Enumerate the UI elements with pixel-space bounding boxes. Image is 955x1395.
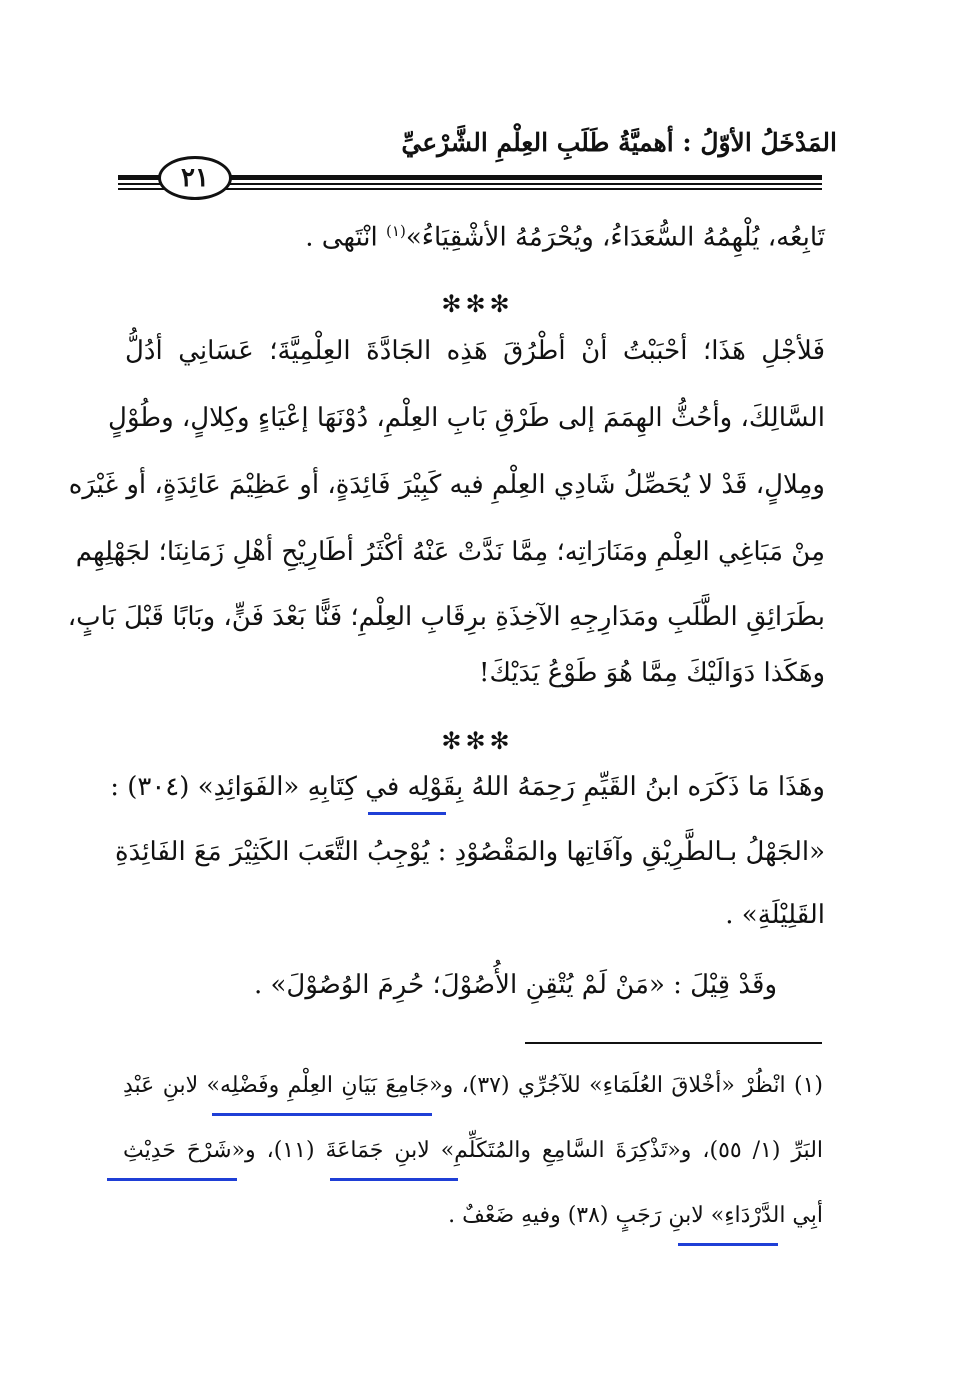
body-line-1 bbox=[125, 222, 825, 253]
running-header-title: المَدْخَلُ الأوّلُ : أهميَّةُ طَلَبِ العِلْمِ الشَّرْعيِّ bbox=[401, 128, 837, 157]
body-line-1-text: تَابِعُه، يُلْهِمُهُ السُّعَدَاءُ، ويُحْرَمُهُ الأشْقِيَاءُ» bbox=[405, 222, 825, 253]
paragraph-1-line-6: وهَكَذا دَوَالَيْكَ مِمَّا هُوَ طَوْعُ يَدَيْكَ! bbox=[479, 658, 825, 688]
paragraph-1-line-4: مِنْ مَبَاغِي العِلْمِ ومَنَارَاتِه؛ مِمَّا نَدَّتْ عَنْهُ أكْثَرُ أطَارِيْحِ أهْلِ زَمَانِنَا؛ لجَهْلِهِم bbox=[75, 537, 825, 567]
annotation-underline-footnote-3 bbox=[678, 1243, 778, 1246]
paragraph-2-line-2: «الجَهْلُ بـالطَّرِيْقِ وآفَاتِها والمَقْصُوْدِ : يُوْجِبُ التَّعَبَ الكَثِيْرَ مَعَ الفَائِدَةِ bbox=[114, 837, 825, 867]
annotation-underline-footnote-1 bbox=[212, 1113, 432, 1116]
paragraph-2-line-1: وهَذَا مَا ذَكَرَه ابنُ القَيِّمِ رَحِمَهُ اللهُ بِقَوْلِه في كِتَابِهِ «الفَوَائِدِ» (٣٠٤) : bbox=[110, 772, 825, 802]
paragraph-2-line-3: القَلِيْلَةِ» . bbox=[725, 900, 825, 930]
footnote-line-2: البَرِّ (١/ ٥٥)، و«تَذْكِرَةَ السَّامِعِ والمُتَكَلِّمِ» لابنِ جَمَاعَةَ (١١)، و«شَرْحَ حَدِيْثِ bbox=[123, 1138, 824, 1163]
footnote-marker: (١) bbox=[386, 222, 406, 240]
footnote-line-3: أبِي الدَّرْدَاءِ» لابنِ رَجَبٍ (٣٨) وفيهِ ضَعْفٌ . bbox=[448, 1203, 823, 1228]
section-separator-stars: ✻✻✻ bbox=[441, 290, 514, 318]
page-number-badge bbox=[158, 156, 232, 200]
footnote-line-1: (١) انْظُرْ «أخْلاقَ العُلَمَاءِ» للآجُرِّي (٣٧)، و«جَامِعَ بَيَانِ العِلْمِ وفَضْلِه» لابنِ عَبْدِ bbox=[123, 1073, 823, 1098]
footnote-separator bbox=[525, 1042, 822, 1044]
section-separator-stars-2: ✻✻✻ bbox=[441, 727, 514, 755]
paragraph-1-line-2: السَّالِكَ، وأحُثُّ الهِمَمَ إلى طَرْقِ بَابِ العِلْمِ، دُوْنَهَا إعْيَاءٍ وكِلالٍ، وطُوْلٍ bbox=[108, 403, 825, 433]
saying-quote-line: وقَدْ قِيْلَ : «مَنْ لَمْ يُتْقِنِ الأُصُوْلَ؛ حُرِمَ الوُصُوْلَ» . bbox=[254, 970, 777, 1000]
annotation-underline-footnote-2a bbox=[107, 1178, 237, 1181]
annotation-underline-footnote-2b bbox=[330, 1178, 458, 1181]
paragraph-1-line-1: فَلأجْلِ هَذَا؛ أحْبَبْتُ أنْ أطْرُقَ هَذِه الجَادَّةَ العِلْمِيَّةَ؛ عَسَانِي أدُلُّ bbox=[125, 336, 825, 366]
annotation-underline bbox=[368, 812, 446, 815]
page-number: ٢١ bbox=[181, 163, 209, 193]
paragraph-1-line-5: بطَرَائِقِ الطَّلَبِ ومَدَارِجِهِ الآخِذَةِ برِقَابِ العِلْمِ؛ فَنًّا بَعْدَ فَنٍّ، وبَابًا قَبْلَ بَابٍ، bbox=[67, 602, 825, 632]
paragraph-1-line-3: ومِلالٍ، قَدْ لا يُحَصِّلُ شَادِي العِلْمِ فيه كَبِيْرَ فَائِدَةٍ، أو عَظِيْمَ عَائِدَةٍ، أو غَيْرَه bbox=[68, 470, 825, 500]
body-line-1-end: انْتَهى . bbox=[305, 222, 387, 253]
